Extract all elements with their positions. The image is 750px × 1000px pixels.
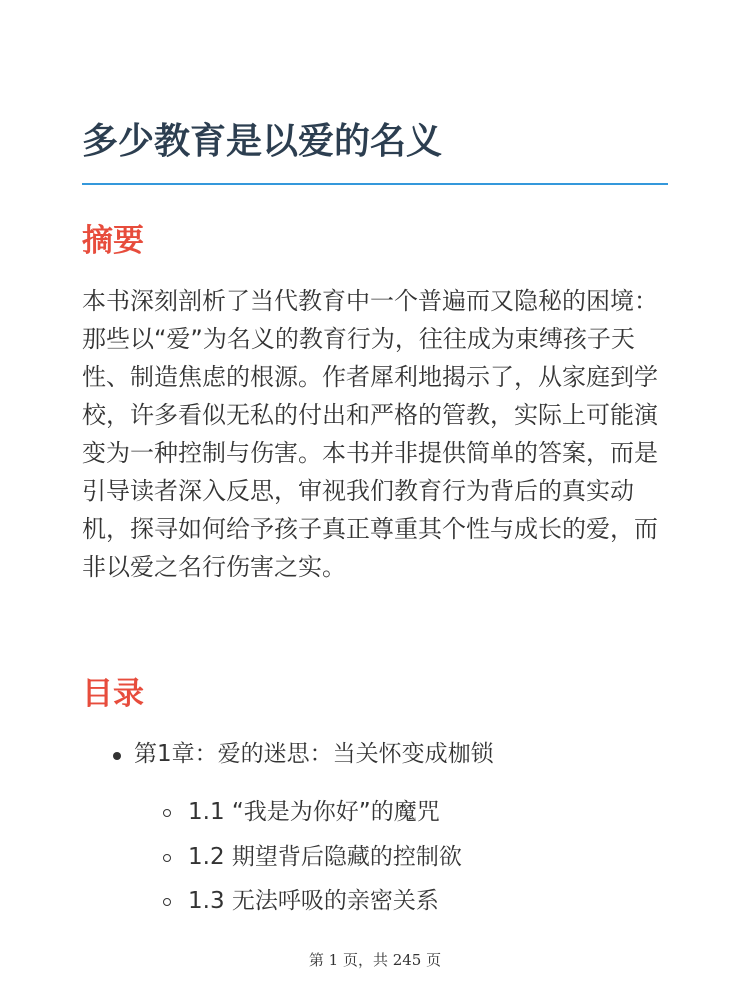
page-number-footer: 第 1 页，共 245 页 bbox=[308, 951, 442, 969]
page-title: 多少教育是以爱的名义 bbox=[82, 121, 443, 162]
bullet-circle-icon bbox=[163, 854, 171, 862]
bullet-circle-icon bbox=[163, 898, 171, 906]
toc-heading: 目录 bbox=[82, 676, 144, 712]
title-divider bbox=[82, 183, 668, 185]
abstract-heading: 摘要 bbox=[82, 223, 144, 259]
abstract-paragraph: 本书深刻剖析了当代教育中一个普遍而又隐秘的困境：那些以“爱”为名义的教育行为，往往成为束缚孩子天性、制造焦虑的根源。作者犀利地揭示了，从家庭到学校，许多看似无私的付出和严格的管教，实际上可能演变为一种控制与伤害。本书并非提供简单的答案，而是引导读者深入反思，审视我们教育行为背后的真实动机，探寻如何给予孩子真正尊重其个性与成长的爱，而非以爱之名行伤害之实。 bbox=[82, 287, 658, 581]
toc-section-link[interactable]: 1.2 期望背后隐藏的控制欲 bbox=[188, 844, 462, 870]
toc-section-link[interactable]: 1.1 “我是为你好”的魔咒 bbox=[188, 799, 440, 825]
toc-section-link[interactable]: 1.3 无法呼吸的亲密关系 bbox=[188, 888, 439, 914]
toc-chapter-link[interactable]: 第1章：爱的迷思：当关怀变成枷锁 bbox=[134, 741, 494, 767]
bullet-circle-icon bbox=[163, 809, 171, 817]
bullet-disc-icon bbox=[113, 752, 121, 760]
